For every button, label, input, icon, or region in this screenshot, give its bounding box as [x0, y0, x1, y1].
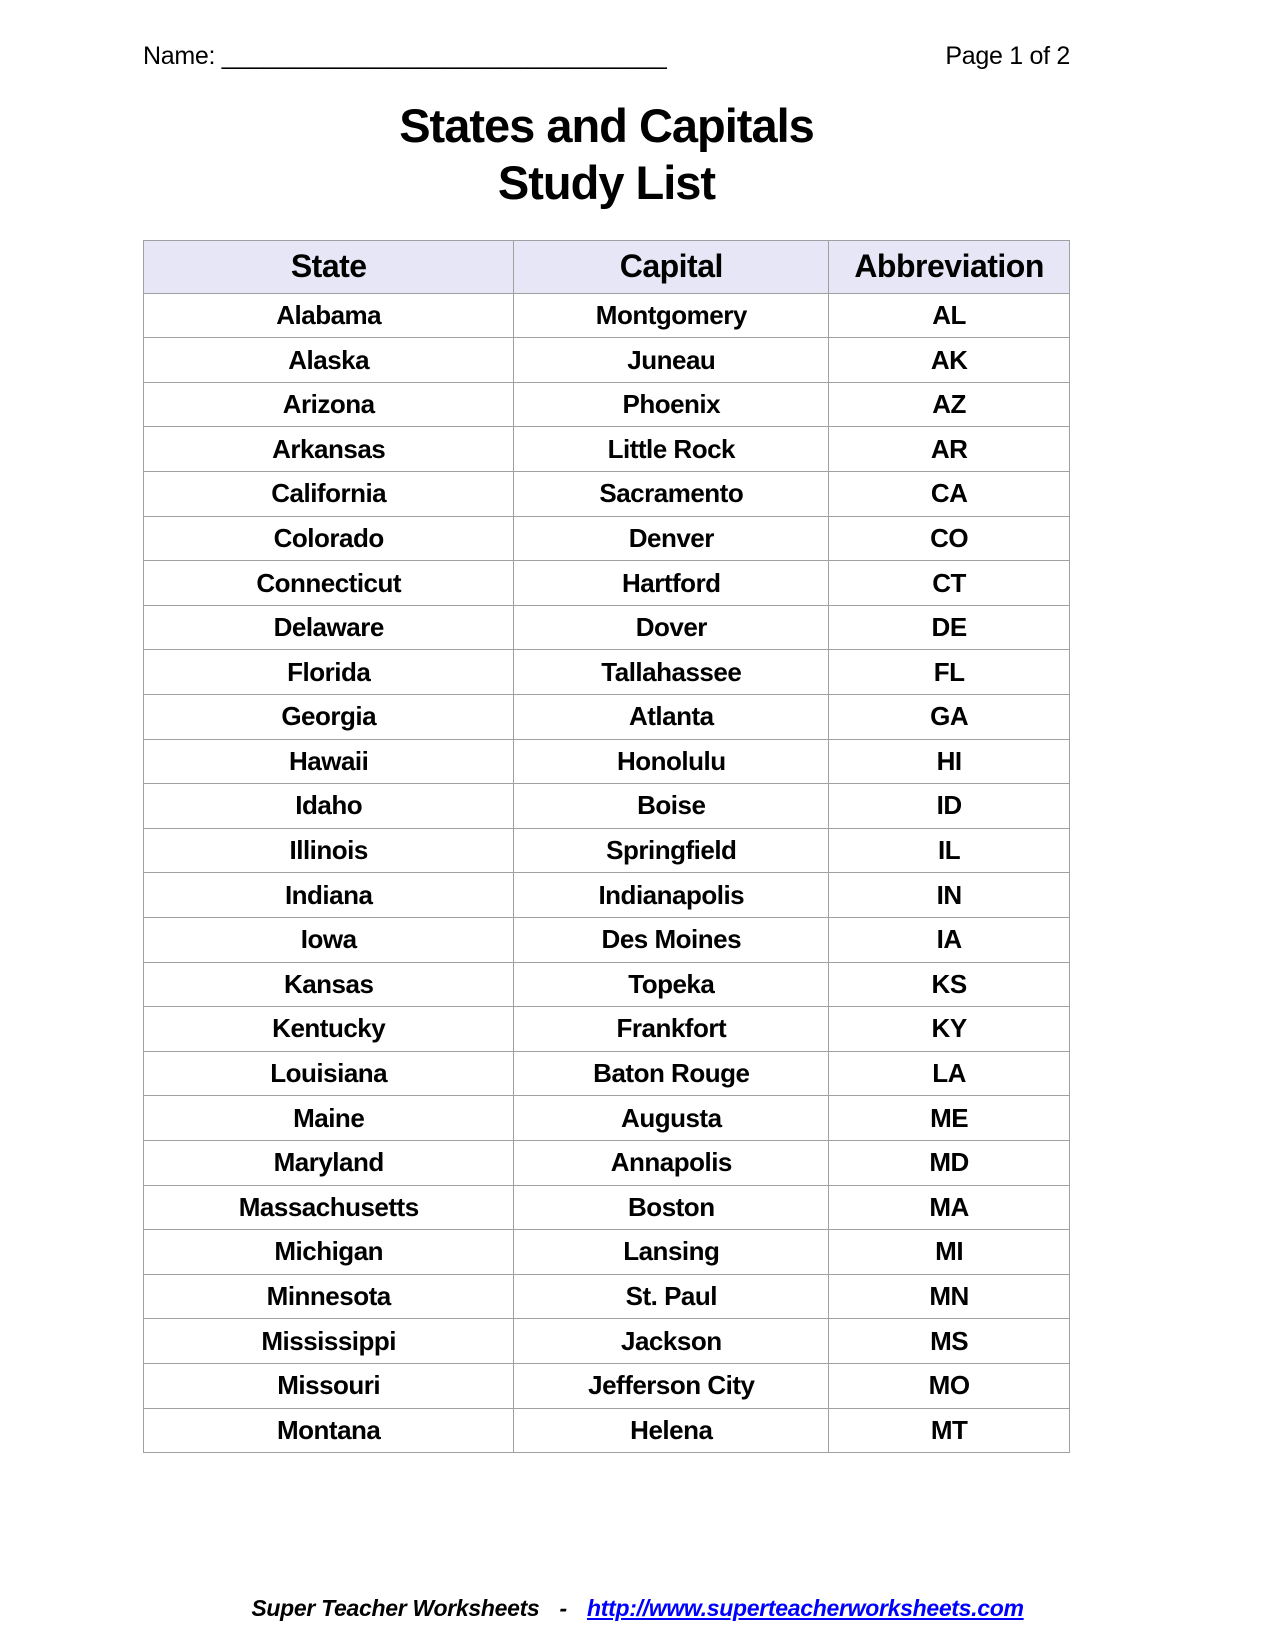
table-row [144, 1274, 1070, 1319]
abbreviation-cell: FL [829, 650, 1070, 695]
capital-cell: Phoenix [514, 382, 829, 427]
capital-cell: Little Rock [514, 427, 829, 472]
table-row [144, 338, 1070, 383]
state-cell: Arkansas [144, 427, 514, 472]
state-cell: Hawaii [144, 739, 514, 784]
state-cell: Kansas [144, 962, 514, 1007]
state-cell: Montana [144, 1408, 514, 1453]
capital-cell: Hartford [514, 561, 829, 606]
abbreviation-cell: CA [829, 472, 1070, 517]
abbreviation-cell: MO [829, 1363, 1070, 1408]
state-cell: Georgia [144, 695, 514, 740]
abbreviation-cell: IN [829, 873, 1070, 918]
capital-cell: Lansing [514, 1230, 829, 1275]
table-row [144, 1051, 1070, 1096]
table-row [144, 1096, 1070, 1141]
footer [0, 1595, 1275, 1622]
table-row [144, 605, 1070, 650]
capital-cell: St. Paul [514, 1274, 829, 1319]
table-row [144, 1363, 1070, 1408]
abbreviation-cell: DE [829, 605, 1070, 650]
state-cell: Florida [144, 650, 514, 695]
abbreviation-cell: CT [829, 561, 1070, 606]
table-row [144, 1007, 1070, 1052]
state-cell: Massachusetts [144, 1185, 514, 1230]
abbreviation-cell: MT [829, 1408, 1070, 1453]
capital-cell: Montgomery [514, 293, 829, 338]
table-row [144, 1319, 1070, 1364]
state-cell: Idaho [144, 784, 514, 829]
abbreviation-cell: IL [829, 828, 1070, 873]
abbreviation-cell: HI [829, 739, 1070, 784]
table-row [144, 561, 1070, 606]
abbreviation-cell: KY [829, 1007, 1070, 1052]
state-cell: Missouri [144, 1363, 514, 1408]
state-cell: Indiana [144, 873, 514, 918]
table-row [144, 695, 1070, 740]
abbreviation-cell: MD [829, 1140, 1070, 1185]
state-cell: Illinois [144, 828, 514, 873]
abbreviation-cell: IA [829, 917, 1070, 962]
abbreviation-cell: MA [829, 1185, 1070, 1230]
capital-cell: Augusta [514, 1096, 829, 1141]
table-row [144, 1408, 1070, 1453]
capital-cell: Baton Rouge [514, 1051, 829, 1096]
page-indicator: Page 1 of 2 [945, 42, 1070, 70]
abbreviation-cell: GA [829, 695, 1070, 740]
capital-cell: Boston [514, 1185, 829, 1230]
capital-cell: Annapolis [514, 1140, 829, 1185]
capital-cell: Topeka [514, 962, 829, 1007]
column-header-state: State [144, 240, 514, 293]
abbreviation-cell: CO [829, 516, 1070, 561]
footer-url-link[interactable]: http://www.superteacherworksheets.com [586, 1595, 1024, 1621]
table-row [144, 1230, 1070, 1275]
capital-cell: Boise [514, 784, 829, 829]
capital-cell: Atlanta [514, 695, 829, 740]
state-cell: Michigan [144, 1230, 514, 1275]
state-cell: Alabama [144, 293, 514, 338]
page-title [143, 97, 1070, 212]
title-line-1: States and Capitals [399, 99, 814, 152]
state-cell: Arizona [144, 382, 514, 427]
table-row [144, 784, 1070, 829]
title-line-2: Study List [497, 156, 716, 210]
state-cell: Kentucky [144, 1007, 514, 1052]
capital-cell: Sacramento [514, 472, 829, 517]
capital-cell: Tallahassee [514, 650, 829, 695]
table-row [144, 382, 1070, 427]
page-header [143, 0, 1070, 71]
capital-cell: Denver [514, 516, 829, 561]
name-label: Name: [143, 42, 216, 70]
table-header-row [144, 240, 1070, 293]
abbreviation-cell: ME [829, 1096, 1070, 1141]
name-blank-line: ________________________________ [221, 42, 667, 70]
abbreviation-cell: ID [829, 784, 1070, 829]
abbreviation-cell: AL [829, 293, 1070, 338]
table-row [144, 1185, 1070, 1230]
capital-cell: Frankfort [514, 1007, 829, 1052]
abbreviation-cell: AK [829, 338, 1070, 383]
table-row [144, 917, 1070, 962]
state-cell: Iowa [144, 917, 514, 962]
state-cell: California [144, 472, 514, 517]
abbreviation-cell: MN [829, 1274, 1070, 1319]
capital-cell: Springfield [514, 828, 829, 873]
table-row [144, 516, 1070, 561]
state-cell: Connecticut [144, 561, 514, 606]
state-cell: Alaska [144, 338, 514, 383]
state-cell: Maine [144, 1096, 514, 1141]
abbreviation-cell: KS [829, 962, 1070, 1007]
state-cell: Colorado [144, 516, 514, 561]
capital-cell: Jackson [514, 1319, 829, 1364]
table-body [144, 293, 1070, 1452]
capital-cell: Helena [514, 1408, 829, 1453]
capital-cell: Honolulu [514, 739, 829, 784]
capital-cell: Des Moines [514, 917, 829, 962]
capital-cell: Indianapolis [514, 873, 829, 918]
state-cell: Minnesota [144, 1274, 514, 1319]
table-row [144, 739, 1070, 784]
abbreviation-cell: LA [829, 1051, 1070, 1096]
state-cell: Delaware [144, 605, 514, 650]
name-field [143, 42, 667, 71]
capital-cell: Juneau [514, 338, 829, 383]
column-header-capital: Capital [514, 240, 829, 293]
state-cell: Louisiana [144, 1051, 514, 1096]
footer-site-name: Super Teacher Worksheets [251, 1595, 540, 1621]
table-row [144, 293, 1070, 338]
table-row [144, 962, 1070, 1007]
states-capitals-table [143, 240, 1070, 1453]
table-row [144, 472, 1070, 517]
abbreviation-cell: AR [829, 427, 1070, 472]
capital-cell: Jefferson City [514, 1363, 829, 1408]
state-cell: Mississippi [144, 1319, 514, 1364]
table-row [144, 650, 1070, 695]
column-header-abbreviation: Abbreviation [829, 240, 1070, 293]
table-row [144, 873, 1070, 918]
footer-separator: - [559, 1595, 567, 1621]
abbreviation-cell: MS [829, 1319, 1070, 1364]
abbreviation-cell: AZ [829, 382, 1070, 427]
table-row [144, 1140, 1070, 1185]
abbreviation-cell: MI [829, 1230, 1070, 1275]
state-cell: Maryland [144, 1140, 514, 1185]
table-row [144, 427, 1070, 472]
capital-cell: Dover [514, 605, 829, 650]
table-row [144, 828, 1070, 873]
